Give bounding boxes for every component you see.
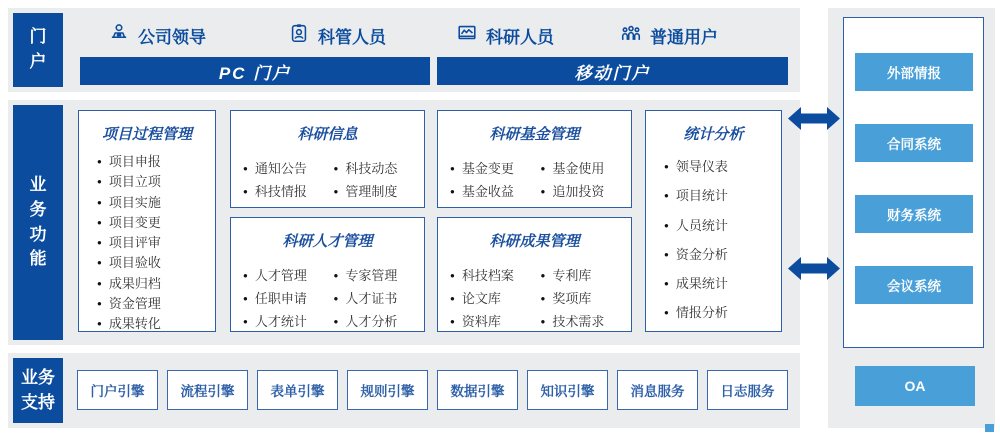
box-title: 科研基金管理 [489, 126, 580, 143]
list-item: ● 项目评审 [97, 233, 215, 253]
engine-box: 门户引擎 [77, 370, 158, 410]
list-item: ● 通知公告 [243, 158, 334, 181]
list-item: ● 奖项库 [541, 288, 632, 311]
list-item: ● 任职申请 [243, 288, 334, 311]
user-type-ordinary-user [620, 20, 718, 50]
fund-management-box [437, 110, 632, 208]
statistics-analysis-box [645, 110, 782, 332]
list-item: ● 科技档案 [450, 265, 541, 288]
external-intelligence-button: 外部情报 [855, 53, 973, 91]
business-functions-label-text: 业务功能 [29, 175, 47, 269]
list-item: ● 资金管理 [97, 294, 215, 314]
double-arrow-icon [788, 105, 840, 132]
box-title: 统计分析 [683, 126, 744, 143]
business-functions-section [8, 100, 800, 345]
engine-box: 消息服务 [617, 370, 698, 410]
list-item: ● 情报分析 [664, 298, 781, 327]
box-title: 科研人才管理 [282, 233, 373, 250]
mobile-portal-bar [437, 57, 788, 85]
portal-section-label-text: 门户 [29, 27, 47, 71]
list-item: ● 科技情报 [243, 181, 334, 204]
list-item: ● 成果归档 [97, 274, 215, 294]
project-process-management-box [78, 110, 216, 332]
external-systems-box [843, 17, 984, 348]
engine-box: 日志服务 [707, 370, 788, 410]
list-item: ● 人才证书 [334, 288, 425, 311]
research-info-box [230, 110, 425, 208]
list-item: ● 基金使用 [541, 158, 632, 181]
user-type-label: 公司领导 [138, 27, 206, 47]
leader-icon [108, 22, 130, 49]
user-type-researcher [456, 20, 554, 50]
corner-artifact [985, 424, 994, 432]
list-item: ● 追加投资 [541, 181, 632, 204]
business-functions-label [13, 105, 63, 340]
contract-system-button: 合同系统 [855, 124, 973, 162]
list-item: ● 领导仪表 [664, 152, 781, 181]
list-item: ● 人员统计 [664, 211, 781, 240]
pc-portal-label: PC 门户 [218, 63, 292, 83]
business-support-label-text: 业务支持 [21, 367, 55, 412]
user-type-company-leader [108, 20, 206, 50]
engine-box: 数据引擎 [437, 370, 518, 410]
meeting-system-button: 会议系统 [855, 266, 973, 304]
business-support-section [8, 353, 800, 428]
list-item: ● 项目申报 [97, 152, 215, 172]
list-item: ● 基金收益 [450, 181, 541, 204]
engine-box: 流程引擎 [167, 370, 248, 410]
engine-row [77, 370, 788, 410]
monitor-chart-icon [456, 22, 478, 49]
user-group-icon [620, 22, 642, 49]
list-item: ● 技术需求 [541, 311, 632, 334]
list-item: ● 基金变更 [450, 158, 541, 181]
portal-section-label [13, 13, 63, 87]
user-type-label: 科研人员 [486, 27, 554, 47]
engine-box: 表单引擎 [257, 370, 338, 410]
oa-system-button: OA [855, 366, 975, 406]
mobile-portal-label: 移动门户 [574, 63, 651, 83]
user-type-label: 科管人员 [318, 27, 386, 47]
external-systems-panel [828, 8, 995, 428]
engine-box: 规则引擎 [347, 370, 428, 410]
list-item: ● 项目立项 [97, 172, 215, 192]
list-item: ● 人才分析 [334, 311, 425, 334]
user-type-management-staff [288, 20, 386, 50]
talent-management-box [230, 217, 425, 332]
box-title: 项目过程管理 [101, 126, 192, 143]
list-item: ● 项目变更 [97, 213, 215, 233]
business-support-label [13, 358, 63, 423]
double-arrow-icon [788, 255, 840, 282]
list-item: ● 成果转化 [97, 314, 215, 334]
list-item: ● 资金分析 [664, 240, 781, 269]
list-item: ● 论文库 [450, 288, 541, 311]
box-title: 科研成果管理 [489, 233, 580, 250]
list-item: ● 人才管理 [243, 265, 334, 288]
list-item: ● 项目验收 [97, 253, 215, 273]
list-item: ● 资料库 [450, 311, 541, 334]
user-type-label: 普通用户 [650, 27, 718, 47]
engine-box: 知识引擎 [527, 370, 608, 410]
list-item: ● 项目统计 [664, 181, 781, 210]
achievement-management-box [437, 217, 632, 332]
portal-section [8, 8, 800, 92]
finance-system-button: 财务系统 [855, 195, 973, 233]
pc-portal-bar [80, 57, 430, 85]
list-item: ● 管理制度 [334, 181, 425, 204]
list-item: ● 专利库 [541, 265, 632, 288]
list-item: ● 成果统计 [664, 269, 781, 298]
id-badge-icon [288, 22, 310, 49]
list-item: ● 科技动态 [334, 158, 425, 181]
list-item: ● 专家管理 [334, 265, 425, 288]
list-item: ● 项目实施 [97, 193, 215, 213]
box-title: 科研信息 [297, 126, 358, 143]
list-item: ● 人才统计 [243, 311, 334, 334]
